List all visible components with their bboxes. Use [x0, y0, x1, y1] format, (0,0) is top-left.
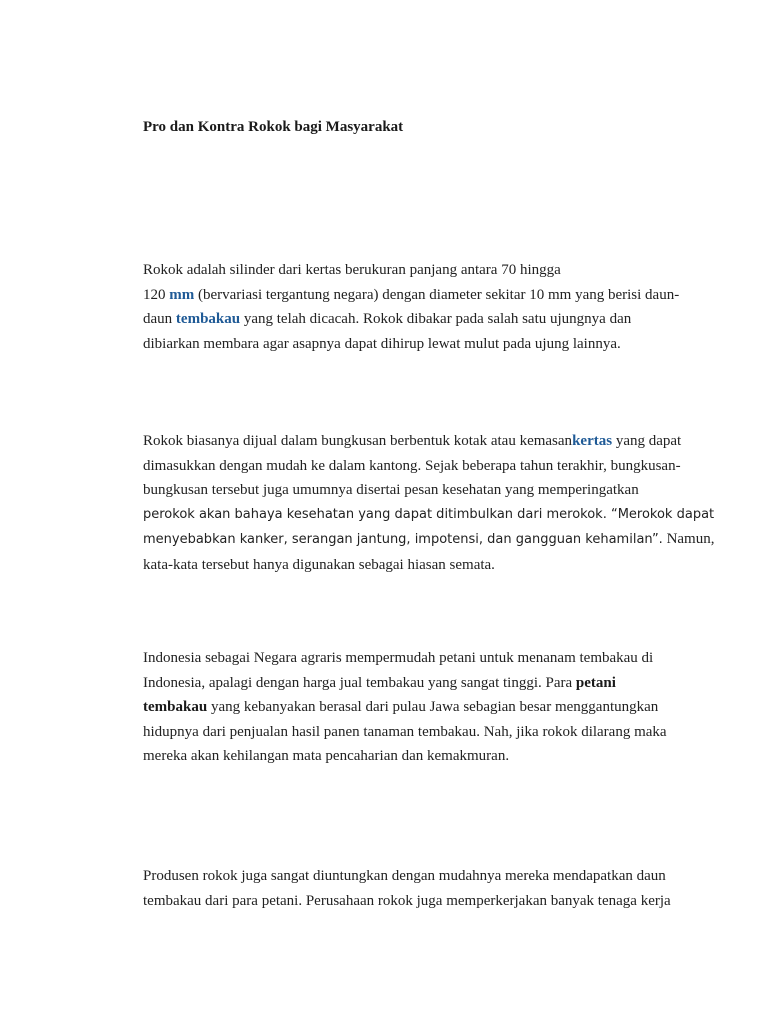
- paragraph-2-line-6: kata-kata tersebut hanya digunakan sebagai hiasan semata.: [143, 556, 495, 573]
- paragraph-2-line-1: [143, 429, 714, 454]
- paragraph-2-line-2: dimasukkan dengan mudah ke dalam kantong. Sejak beberapa tahun terakhir, bungkusan-: [143, 457, 681, 474]
- text-segment: (bervariasi tergantung negara) dengan diameter sekitar 10 mm yang berisi daun-: [194, 286, 680, 303]
- paragraph-3-line-1: Indonesia sebagai Negara agraris mempermudah petani untuk menanam tembakau di: [143, 650, 654, 666]
- paragraph-3-line-5: mereka akan kehilangan mata pencaharian dan kemakmuran.: [143, 748, 510, 764]
- text-segment: yang kebanyakan berasal dari pulau Jawa sebagian besar menggantungkan: [207, 699, 659, 715]
- paragraph-2-line-4: perokok akan bahaya kesehatan yang dapat ditimbulkan dari merokok. “Merokok dapat: [143, 506, 715, 522]
- link-kertas[interactable]: kertas: [572, 433, 613, 449]
- paragraph-1-line-4: dibiarkan membara agar asapnya dapat dihirup lewat mulut pada ujung lainnya.: [143, 335, 621, 352]
- paragraph-3-line-2: [143, 671, 667, 696]
- text-segment: Indonesia, apalagi dengan harga jual tembakau yang sangat tinggi. Para: [143, 674, 576, 691]
- text-segment: Namun,: [662, 531, 715, 547]
- paragraph-1-line-3: [143, 307, 679, 332]
- paragraph-2-line-3: bungkusan tersebut juga umumnya disertai pesan kesehatan yang memperingatkan: [143, 482, 639, 498]
- paragraph-1-line-2: [143, 283, 679, 308]
- text-segment: daun: [143, 311, 176, 327]
- link-tembakau-2[interactable]: tembakau: [143, 699, 208, 715]
- text-segment: yang dapat: [612, 433, 682, 449]
- paragraph-3-line-4: hidupnya dari penjualan hasil panen tanaman tembakau. Nah, jika rokok dilarang maka: [143, 723, 667, 740]
- text-segment-quote: menyebabkan kanker, serangan jantung, impotensi, dan gangguan kehamilan”.: [143, 532, 663, 547]
- paragraph-4-line-2: tembakau dari para petani. Perusahaan rokok juga memperkerjakan banyak tenaga kerja: [143, 892, 671, 909]
- paragraph-1-line-1: Rokok adalah silinder dari kertas berukuran panjang antara 70 hingga: [143, 262, 561, 278]
- paragraph-1: [143, 258, 679, 356]
- paragraph-3-line-3: [143, 695, 667, 720]
- link-petani[interactable]: petani: [575, 674, 616, 691]
- document-title: Pro dan Kontra Rokok bagi Masyarakat: [143, 119, 404, 135]
- paragraph-4-line-1: Produsen rokok juga sangat diuntungkan dengan mudahnya mereka mendapatkan daun: [143, 868, 666, 884]
- text-segment: Rokok biasanya dijual dalam bungkusan berbentuk kotak atau kemasan: [143, 433, 573, 449]
- paragraph-2-line-5: [143, 527, 714, 553]
- paragraph-4: [143, 864, 671, 913]
- paragraph-3: [143, 646, 667, 769]
- text-segment: yang telah dicacah. Rokok dibakar pada salah satu ujungnya dan: [240, 311, 632, 327]
- link-mm[interactable]: mm: [169, 286, 195, 303]
- paragraph-2: [143, 429, 714, 577]
- text-segment: 120: [143, 286, 170, 303]
- link-tembakau[interactable]: tembakau: [175, 311, 241, 327]
